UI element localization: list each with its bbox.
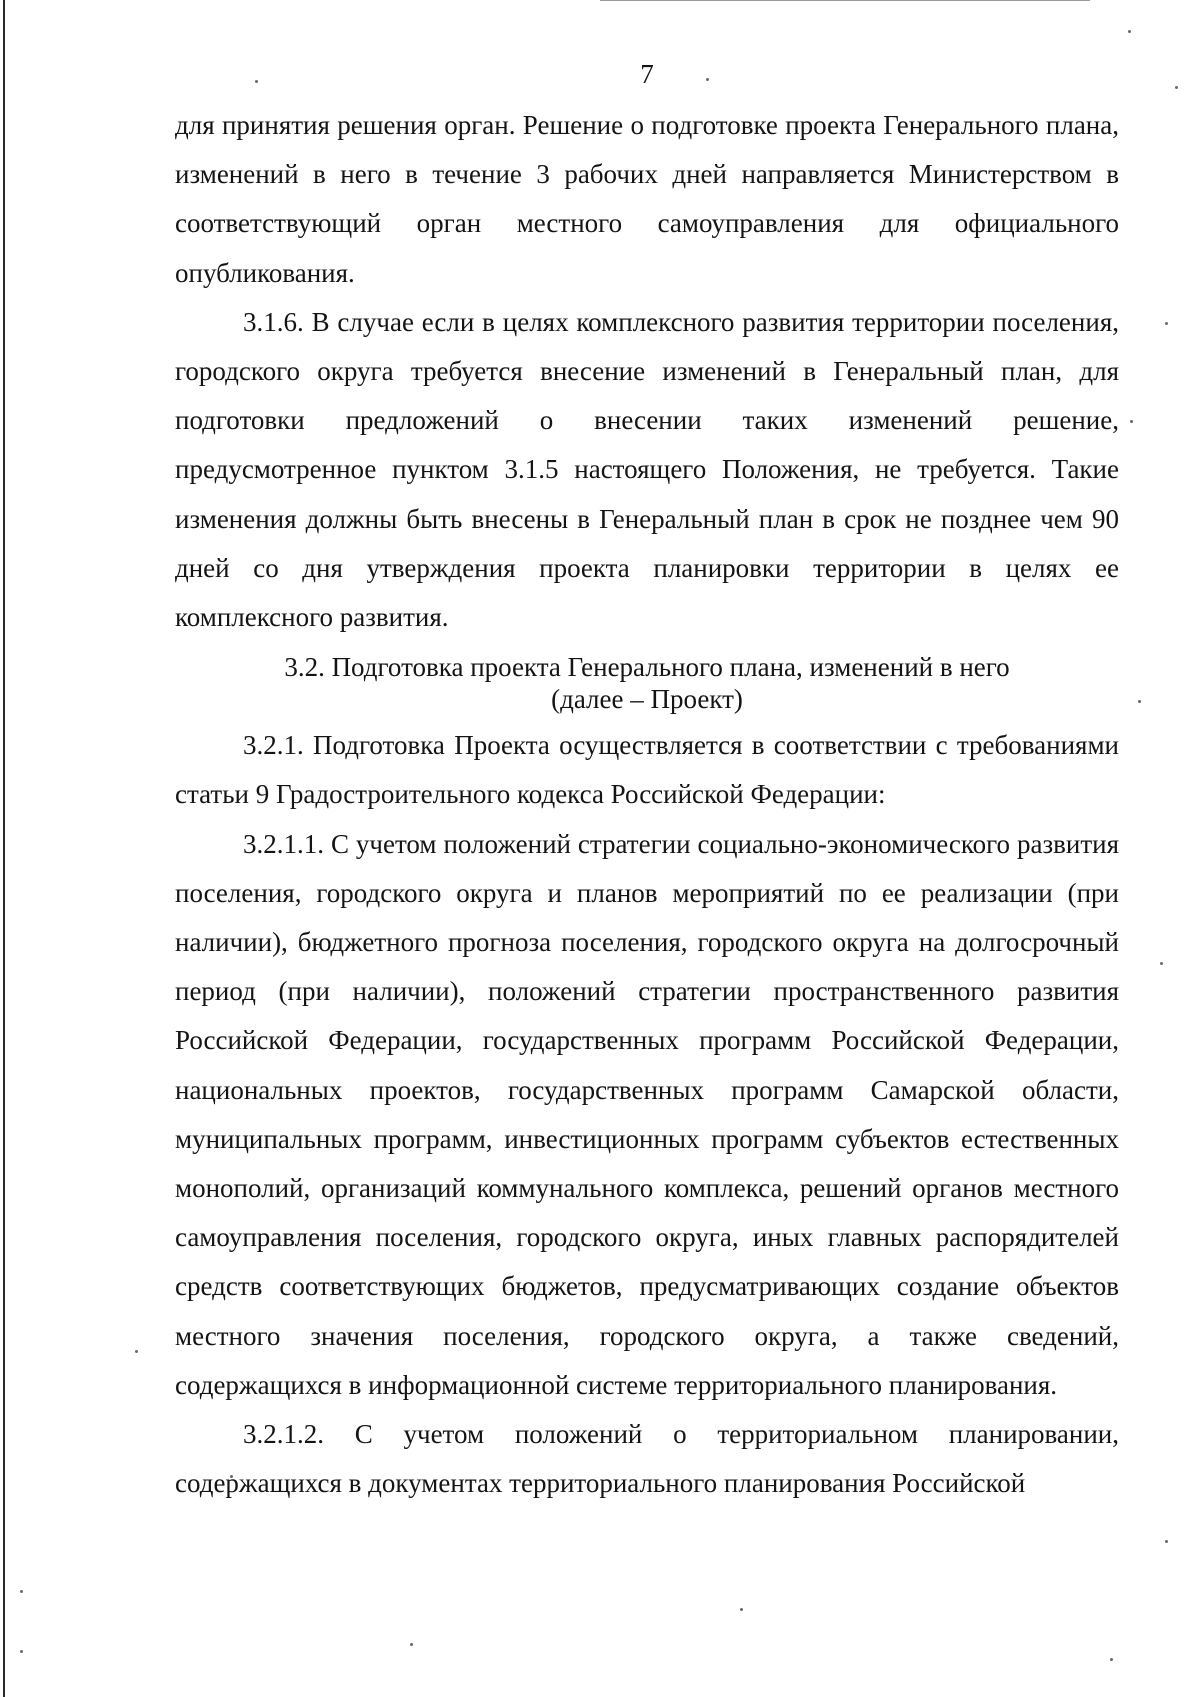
scan-speck — [1130, 420, 1133, 423]
section-heading-line: 3.2. Подготовка проекта Генерального плана, изменений в него — [284, 652, 1010, 683]
paragraph-3-1-6: 3.1.6. В случае если в целях комплексного развития территории поселения, городского округа требуется внесение изменений в Генеральный план, для подготовки предложений о внесении таких изменений решение, предусмотренное пунктом 3.1.5 настоящего Положения, не требуется. Такие изменения должны быть внесены в Генеральный план в срок не позднее чем 90 дней со дня утверждения проекта планировки территории в целях ее комплексного развития. — [175, 306, 1119, 633]
scan-speck — [1110, 1658, 1113, 1661]
scan-speck — [1165, 1540, 1168, 1543]
paragraph-3-2-1-2: 3.2.1.2. С учетом положений о территориальном планировании, содержащихся в документах территориального планирования Российской — [175, 1419, 1119, 1499]
scan-speck — [20, 1590, 23, 1593]
scan-speck — [740, 1608, 743, 1611]
scan-speck — [1160, 962, 1163, 965]
scan-left-edge — [3, 0, 5, 1697]
scan-speck — [20, 1650, 23, 1653]
scan-speck — [410, 1643, 413, 1646]
section-heading-subline: (далее – Проект) — [551, 684, 743, 715]
scan-speck — [1175, 86, 1178, 89]
document-body — [175, 50, 1119, 1508]
page-number: 7 — [640, 59, 654, 89]
scan-speck — [1128, 30, 1131, 33]
paragraph-3-2-1: 3.2.1. Подготовка Проекта осуществляется в соответствии с требованиями статьи 9 Градостроительного кодекса Российской Федерации: — [175, 730, 1119, 810]
paragraph-3-2-1-1: 3.2.1.1. С учетом положений стратегии социально-экономического развития поселения, городского округа и планов мероприятий по ее реализации (при наличии), бюджетного прогноза поселения, городского округа на долгосрочный период (при наличии), положений стратегии пространственного развития Российской Федерации, государственных программ Российской Федерации, национальных проектов, государственных программ Самарской области, муниципальных программ, инвестиционных программ субъектов естественных монополий, организаций коммунального комплекса, решений органов местного самоуправления поселения, городского округа, иных главных распорядителей средств соответствующих бюджетов, предусматривающих создание объектов местного значения поселения, городского округа, а также сведений, содержащихся в информационной системе территориального планирования. — [175, 828, 1119, 1400]
scan-speck — [135, 1350, 138, 1353]
scan-top-edge — [600, 0, 1090, 1]
section-heading-3-2 — [175, 642, 1119, 721]
scan-speck — [1138, 700, 1141, 703]
paragraph-decision-publication: для принятия решения орган. Решение о подготовке проекта Генерального плана, изменений в него в течение 3 рабочих дней направляется Министерством в соответствующий орган местного самоуправления для официального опубликования. — [175, 110, 1119, 288]
scan-speck — [1165, 322, 1168, 325]
